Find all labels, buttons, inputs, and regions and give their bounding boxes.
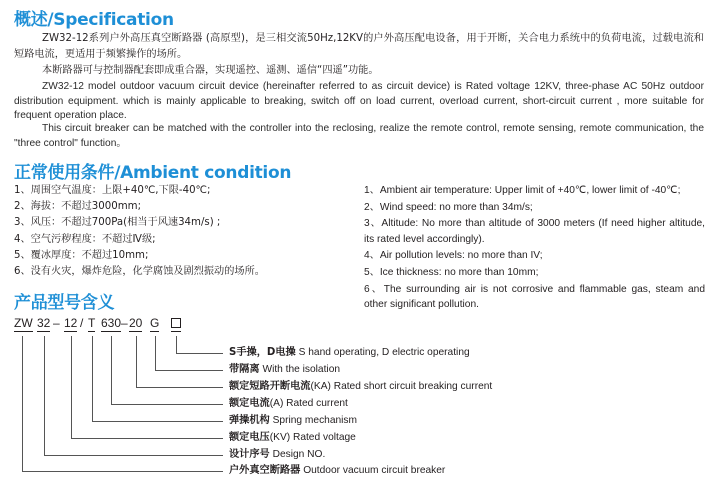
list-item: 1、周围空气温度：上限+40℃,下限-40℃; bbox=[14, 185, 211, 196]
leader-line bbox=[71, 336, 72, 438]
leader-line bbox=[111, 336, 112, 404]
leader-line bbox=[155, 370, 223, 371]
code-segment-g: G bbox=[150, 316, 160, 330]
legend-en: S hand operating, D electric operating bbox=[298, 347, 470, 358]
leader-line bbox=[176, 336, 177, 353]
legend-short-circuit-breaking-current bbox=[229, 381, 492, 393]
leader-line bbox=[155, 336, 156, 370]
specification-cn-text-1: ZW32-12系列户外高压真空断路器 (高原型)，是三相交流50Hz,12KV的户外高压配电设备，用于开断，关合电力系统中的负荷电流，过载电流和短路电流，更适用于频繁操作的场所。 bbox=[14, 33, 704, 60]
legend-cn: 设计序号 bbox=[229, 449, 270, 460]
list-item: 5、Ice thickness: no more than 10mm; bbox=[364, 267, 539, 279]
list-item: 6、The surrounding air is not corrosive and flammable gas, steam and other significant pollution. bbox=[364, 283, 705, 310]
legend-en: Spring mechanism bbox=[272, 415, 358, 426]
leader-line bbox=[136, 387, 223, 388]
model-meaning-heading: 产品型号含义 bbox=[14, 293, 115, 313]
model-code bbox=[0, 316, 240, 336]
legend-cn: 额定电流 bbox=[229, 398, 270, 409]
code-dash: – bbox=[53, 316, 60, 330]
code-segment-32: 32 bbox=[37, 316, 51, 330]
list-item: 4、Air pollution levels: no more than IV; bbox=[364, 250, 543, 262]
list-item: 3、Altitude: No more than altitude of 3000 meters (If need higher altitude, its rated level accordingly). bbox=[364, 218, 705, 245]
legend-outdoor-vacuum-circuit-breaker bbox=[229, 465, 445, 477]
legend-spring-mechanism bbox=[229, 415, 357, 427]
specification-en-paragraph-1 bbox=[14, 80, 704, 124]
code-segment-t: T bbox=[88, 316, 96, 330]
ambient-condition-heading: 正常使用条件/Ambient condition bbox=[14, 163, 292, 183]
list-item: 1、Ambient air temperature: Upper limit of +40℃, lower limit of -40℃; bbox=[364, 185, 681, 196]
leader-line bbox=[176, 353, 223, 354]
legend-en: Design NO. bbox=[272, 449, 326, 460]
blank-box-icon bbox=[171, 318, 181, 328]
legend-cn: 带隔离 bbox=[229, 364, 260, 375]
legend-cn: 户外真空断路器 bbox=[229, 465, 301, 476]
legend-en: (KA) Rated short circuit breaking current bbox=[310, 381, 493, 392]
list-item: 3、风压：不超过700Pa(相当于风速34m/s) ; bbox=[14, 217, 221, 229]
code-segment-12: 12 bbox=[64, 316, 78, 330]
specification-en-paragraph-2 bbox=[14, 122, 704, 151]
code-segment-box bbox=[171, 316, 181, 332]
legend-en: (A) Rated current bbox=[269, 398, 348, 409]
leader-line bbox=[44, 336, 45, 455]
specification-cn-text-2: 本断路器可与控制器配套即成重合器，实现遥控、遥测、遥信“四遥”功能。 bbox=[42, 65, 379, 76]
list-item: 5、覆冰厚度：不超过10mm; bbox=[14, 249, 149, 261]
legend-isolation bbox=[229, 364, 340, 376]
list-item: 2、Wind speed: no more than 34m/s; bbox=[364, 201, 533, 213]
list-item: 6、没有火灾，爆炸危险，化学腐蚀及剧烈振动的场所。 bbox=[14, 266, 265, 278]
ambient-condition-en-list bbox=[364, 183, 705, 312]
code-segment-zw: ZW bbox=[14, 316, 33, 330]
specification-cn-paragraph-2 bbox=[14, 63, 704, 79]
legend-cn: 弹操机构 bbox=[229, 415, 270, 426]
legend-en: Outdoor vacuum circuit breaker bbox=[303, 465, 446, 476]
code-segment-20: 20 bbox=[129, 316, 143, 330]
legend-rated-voltage bbox=[229, 432, 356, 444]
legend-cn: 额定电压 bbox=[229, 432, 270, 443]
code-dash: – bbox=[121, 316, 128, 330]
code-slash: / bbox=[80, 316, 84, 330]
legend-en: With the isolation bbox=[262, 364, 341, 375]
specification-en-text-2: This circuit breaker can be matched with the controller into the reclosing, realize the remote control, remote sensing, remote communication, the "three control" function。 bbox=[14, 123, 704, 149]
legend-en: (KV) Rated voltage bbox=[269, 432, 356, 443]
legend-rated-current bbox=[229, 398, 348, 410]
legend-cn: S手操，D电操 bbox=[229, 347, 296, 358]
legend-cn: 额定短路开断电流 bbox=[229, 381, 311, 392]
ambient-condition-cn-list bbox=[14, 183, 344, 280]
leader-line bbox=[136, 336, 137, 387]
leader-line bbox=[92, 421, 223, 422]
leader-line bbox=[111, 404, 223, 405]
specification-heading: 概述/Specification bbox=[14, 10, 174, 30]
specification-cn-paragraph-1 bbox=[14, 31, 704, 63]
leader-line bbox=[44, 455, 223, 456]
list-item: 4、空气污秽程度：不超过Ⅳ级; bbox=[14, 233, 156, 245]
leader-line bbox=[22, 471, 223, 472]
legend-operating-mode bbox=[229, 347, 470, 359]
list-item: 2、海拔：不超过3000mm; bbox=[14, 201, 141, 213]
leader-line bbox=[92, 336, 93, 421]
code-segment-630: 630 bbox=[101, 316, 122, 330]
legend-design-number bbox=[229, 449, 325, 461]
leader-line bbox=[71, 438, 223, 439]
leader-line bbox=[22, 336, 23, 471]
specification-en-text-1: ZW32-12 model outdoor vacuum circuit device (hereinafter referred to as circuit device) is Rated voltage 12KV, three-phase AC 50Hz outdoor distribution equipment. which is mainly applicable to breaking, switch off on load current, overload current, short-circuit current , more suitable for frequent operation place. bbox=[14, 81, 704, 121]
